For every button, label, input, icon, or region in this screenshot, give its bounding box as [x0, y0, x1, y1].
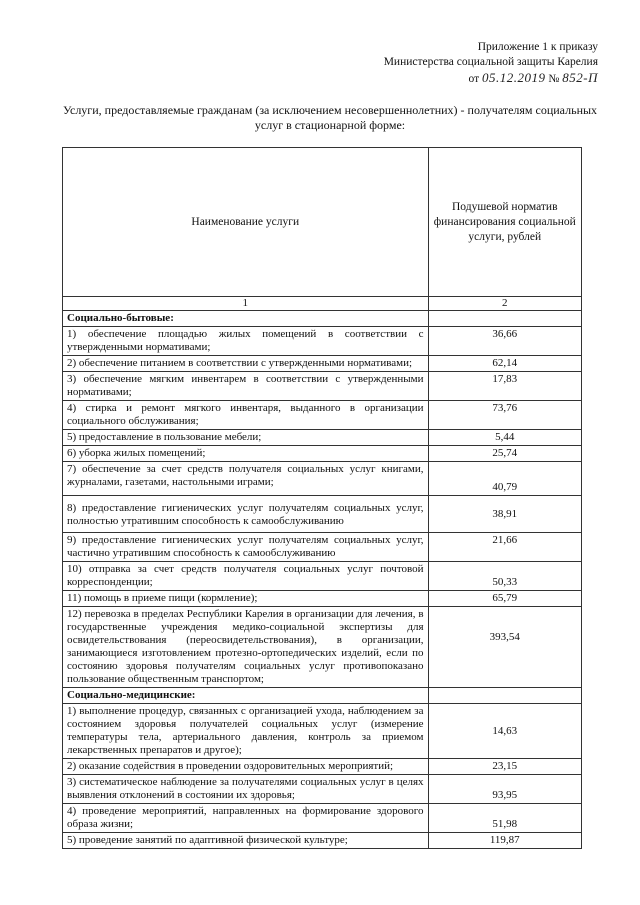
service-value: 17,83	[428, 372, 581, 401]
section-title: Социально-медицинские:	[63, 688, 429, 704]
service-name: 10) отправка за счет средств получателя социальных услуг почтовой корреспонденции;	[63, 562, 429, 591]
service-value: 51,98	[428, 804, 581, 833]
column-header-service: Наименование услуги	[63, 148, 429, 297]
service-name: 5) предоставление в пользование мебели;	[63, 430, 429, 446]
service-value: 5,44	[428, 430, 581, 446]
table-row	[63, 446, 582, 462]
service-name: 4) стирка и ремонт мягкого инвентаря, выданного в организации социального обслуживания;	[63, 401, 429, 430]
table-row	[63, 759, 582, 775]
section-row	[63, 688, 582, 704]
section-title: Социально-бытовые:	[63, 311, 429, 327]
service-name: 2) обеспечение питанием в соответствии с утвержденными нормативами;	[63, 356, 429, 372]
column-number-1: 1	[63, 297, 429, 311]
handwritten-number: 852-П	[562, 70, 598, 85]
services-table	[62, 147, 582, 849]
service-name: 7) обеспечение за счет средств получателя социальных услуг книгами, журналами, газетами, настольными играми;	[63, 462, 429, 496]
service-name: 11) помощь в приеме пищи (кормление);	[63, 591, 429, 607]
service-value: 62,14	[428, 356, 581, 372]
header-number-label: №	[548, 73, 560, 85]
service-value: 73,76	[428, 401, 581, 430]
service-name: 1) обеспечение площадью жилых помещений в соответствии с утвержденными нормативами;	[63, 327, 429, 356]
service-name: 4) проведение мероприятий, направленных на формирование здорового образа жизни;	[63, 804, 429, 833]
header-from-label: от	[468, 73, 480, 85]
service-value: 119,87	[428, 833, 581, 849]
service-name: 5) проведение занятий по адаптивной физической культуре;	[63, 833, 429, 849]
header-line-1: Приложение 1 к приказу	[477, 41, 598, 53]
service-name: 3) систематическое наблюдение за получателями социальных услуг в целях выявления отклонений в состоянии их здоровья;	[63, 775, 429, 804]
header-line-3	[384, 70, 598, 87]
table-row	[63, 327, 582, 356]
service-value: 40,79	[428, 462, 581, 496]
document-title: Услуги, предоставляемые гражданам (за исключением несовершеннолетних) - получателям социальных услуг в стационарной форме:	[62, 103, 598, 132]
service-name: 9) предоставление гигиенических услуг получателям социальных услуг, частично утратившим способность к самообслуживанию	[63, 533, 429, 562]
service-value: 36,66	[428, 327, 581, 356]
service-name: 8) предоставление гигиенических услуг получателям социальных услуг, полностью утратившим способность к самообслуживанию	[63, 496, 429, 533]
service-value: 50,33	[428, 562, 581, 591]
table-header-row	[63, 148, 582, 297]
table-row	[63, 562, 582, 591]
table-row	[63, 533, 582, 562]
service-name: 3) обеспечение мягким инвентарем в соответствии с утвержденными нормативами;	[63, 372, 429, 401]
table-row	[63, 804, 582, 833]
service-value: 93,95	[428, 775, 581, 804]
service-value: 21,66	[428, 533, 581, 562]
service-name: 6) уборка жилых помещений;	[63, 446, 429, 462]
table-row	[63, 401, 582, 430]
column-header-norm: Подушевой норматив финансирования социальной услуги, рублей	[428, 148, 581, 297]
handwritten-date: 05.12.2019	[482, 70, 546, 85]
column-number-row	[63, 297, 582, 311]
service-name: 12) перевозка в пределах Республики Карелия в организации для лечения, в государственные учреждения медико-социальной экспертизы для освидетельствования (переосвидетельствования), в организации, занимающиеся изготовлением протезно-ортопедических изделий, если по состоянию здоровья получателям социальных услуг противопоказано пользование общественным транспортом;	[63, 607, 429, 688]
service-value: 393,54	[428, 607, 581, 688]
service-value: 38,91	[428, 496, 581, 533]
document-header	[384, 40, 598, 87]
table-row	[63, 607, 582, 688]
service-name: 2) оказание содействия в проведении оздоровительных мероприятий;	[63, 759, 429, 775]
table-row	[63, 591, 582, 607]
table-row	[63, 430, 582, 446]
table-row	[63, 496, 582, 533]
service-value: 25,74	[428, 446, 581, 462]
table-row	[63, 462, 582, 496]
section-row	[63, 311, 582, 327]
table-row	[63, 356, 582, 372]
table-row	[63, 372, 582, 401]
table-row	[63, 775, 582, 804]
service-value: 65,79	[428, 591, 581, 607]
service-value: 14,63	[428, 704, 581, 759]
service-name: 1) выполнение процедур, связанных с организацией ухода, наблюдением за состоянием здоровья получателей социальных услуг (измерение температуры тела, артериального давления, контроль за приемом лекарственных препаратов и другое);	[63, 704, 429, 759]
service-value: 23,15	[428, 759, 581, 775]
column-number-2: 2	[428, 297, 581, 311]
table-row	[63, 704, 582, 759]
header-line-2: Министерства социальной защиты Карелия	[383, 56, 598, 68]
table-row	[63, 833, 582, 849]
